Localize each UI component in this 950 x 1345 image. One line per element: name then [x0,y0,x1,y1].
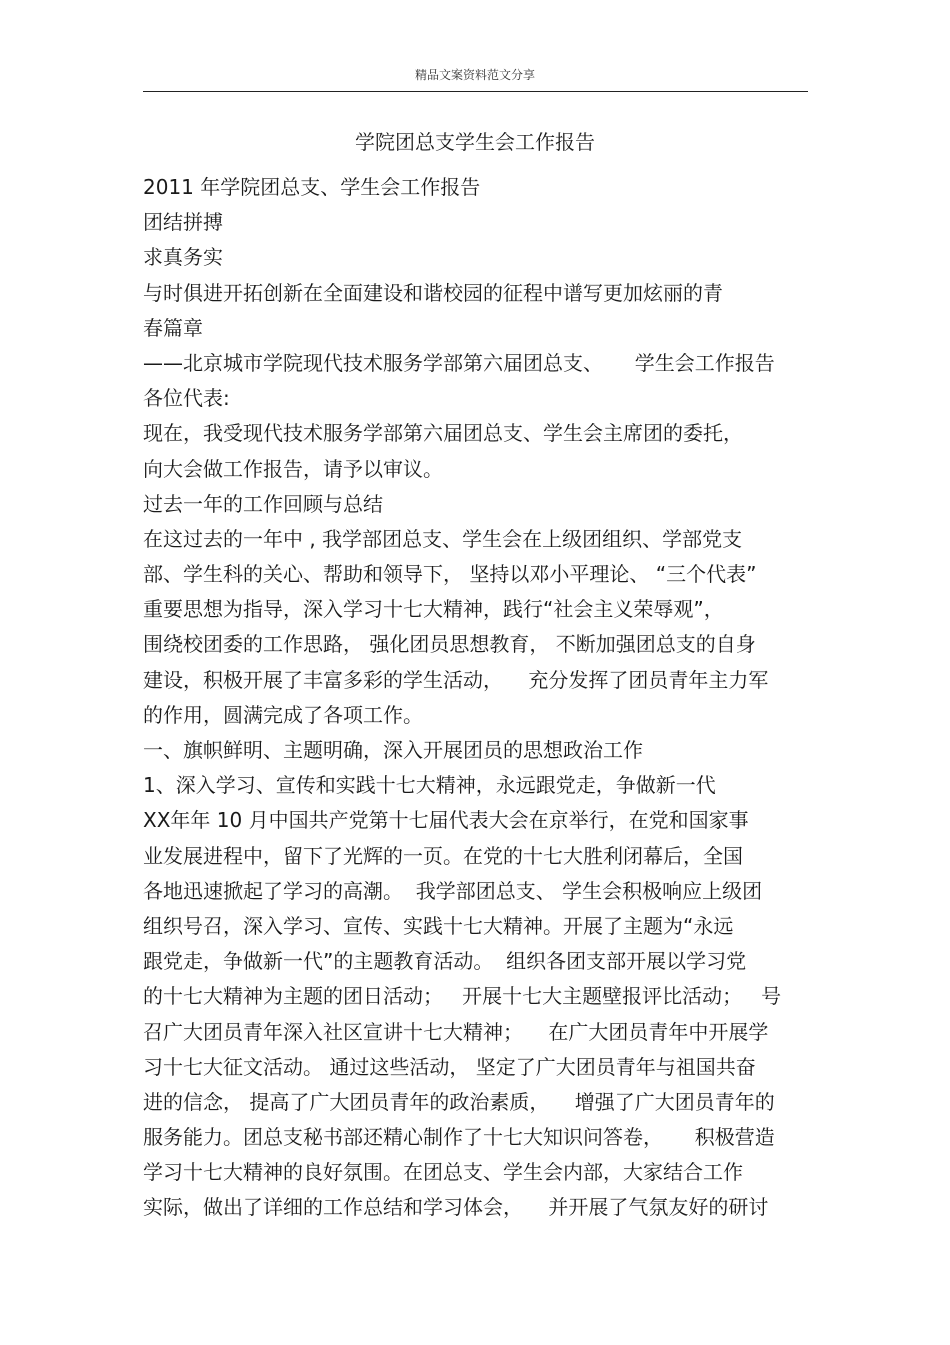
header-divider [143,91,808,92]
text-line: 实际，做出了详细的工作总结和学习体会， 并开展了气氛友好的研讨 [143,1195,769,1220]
text-line: 过去一年的工作回顾与总结 [143,491,383,516]
text-line: 部、学生科的关心、帮助和领导下， 坚持以邓小平理论、 “三个代表” [143,562,757,587]
text-line: 2011 年学院团总支、学生会工作报告 [143,175,481,199]
text-line: 学习十七大精神的良好氛围。在团总支、学生会内部，大家结合工作 [143,1160,743,1185]
text-line: 与时俱进开拓创新在全面建设和谐校园的征程中谱写更加炫丽的青 [143,280,723,305]
text-line: ——北京城市学院现代技术服务学部第六届团总支、 学生会工作报告 [143,350,775,375]
text-line: 现在，我受现代技术服务学部第六届团总支、学生会主席团的委托， [143,421,743,446]
text-line: 建设，积极开展了丰富多彩的学生活动， 充分发挥了团员青年主力军 [143,667,769,692]
text-line: 一、旗帜鲜明、主题明确，深入开展团员的思想政治工作 [143,738,643,762]
text-line: 向大会做工作报告，请予以审议。 [143,456,443,481]
text-line: 的十七大精神为主题的团日活动； 开展十七大主题壁报评比活动； 号 [143,984,782,1009]
text-line: 服务能力。团总支秘书部还精心制作了十七大知识问答卷， 积极营造 [143,1125,775,1150]
text-line: 习十七大征文活动。 通过这些活动， 坚定了广大团员青年与祖国共奋 [143,1054,756,1079]
text-line: 跟党走，争做新一代”的主题教育活动。 组织各团支部开展以学习党 [143,949,747,974]
text-line: 进的信念， 提高了广大团员青年的政治素质， 增强了广大团员青年的 [143,1089,775,1114]
text-line: 业发展进程中，留下了光辉的一页。在党的十七大胜利闭幕后，全国 [143,843,743,868]
text-line: 各地迅速掀起了学习的高潮。 我学部团总支、 学生会积极响应上级团 [143,878,763,903]
text-line: 1、深入学习、宣传和实践十七大精神，永远跟党走，争做新一代 [143,773,716,798]
text-line: 团结拼搏 [143,210,223,235]
text-line: 春篇章 [143,315,203,340]
text-line: 召广大团员青年深入社区宣讲十七大精神； 在广大团员青年中开展学 [143,1019,769,1044]
text-line: XX年年 10 月中国共产党第十七届代表大会在京举行，在党和国家事 [143,808,749,833]
text-line: 的作用，圆满完成了各项工作。 [143,702,423,727]
text-line: 围绕校团委的工作思路， 强化团员思想教育， 不断加强团总支的自身 [143,632,756,657]
text-line: 在这过去的一年中 , 我学部团总支、学生会在上级团组织、学部党支 [143,526,743,551]
page-header: 精品文案资料范文分享 [414,68,535,82]
text-line: 各位代表: [143,386,230,411]
text-line: 组织号召，深入学习、宣传、实践十七大精神。开展了主题为“永远 [143,913,734,938]
document-title: 学院团总支学生会工作报告 [355,130,595,154]
text-line: 求真务实 [143,245,223,270]
document-body [143,170,808,1226]
text-line: 重要思想为指导，深入学习十七大精神，践行“社会主义荣辱观”， [143,597,724,622]
